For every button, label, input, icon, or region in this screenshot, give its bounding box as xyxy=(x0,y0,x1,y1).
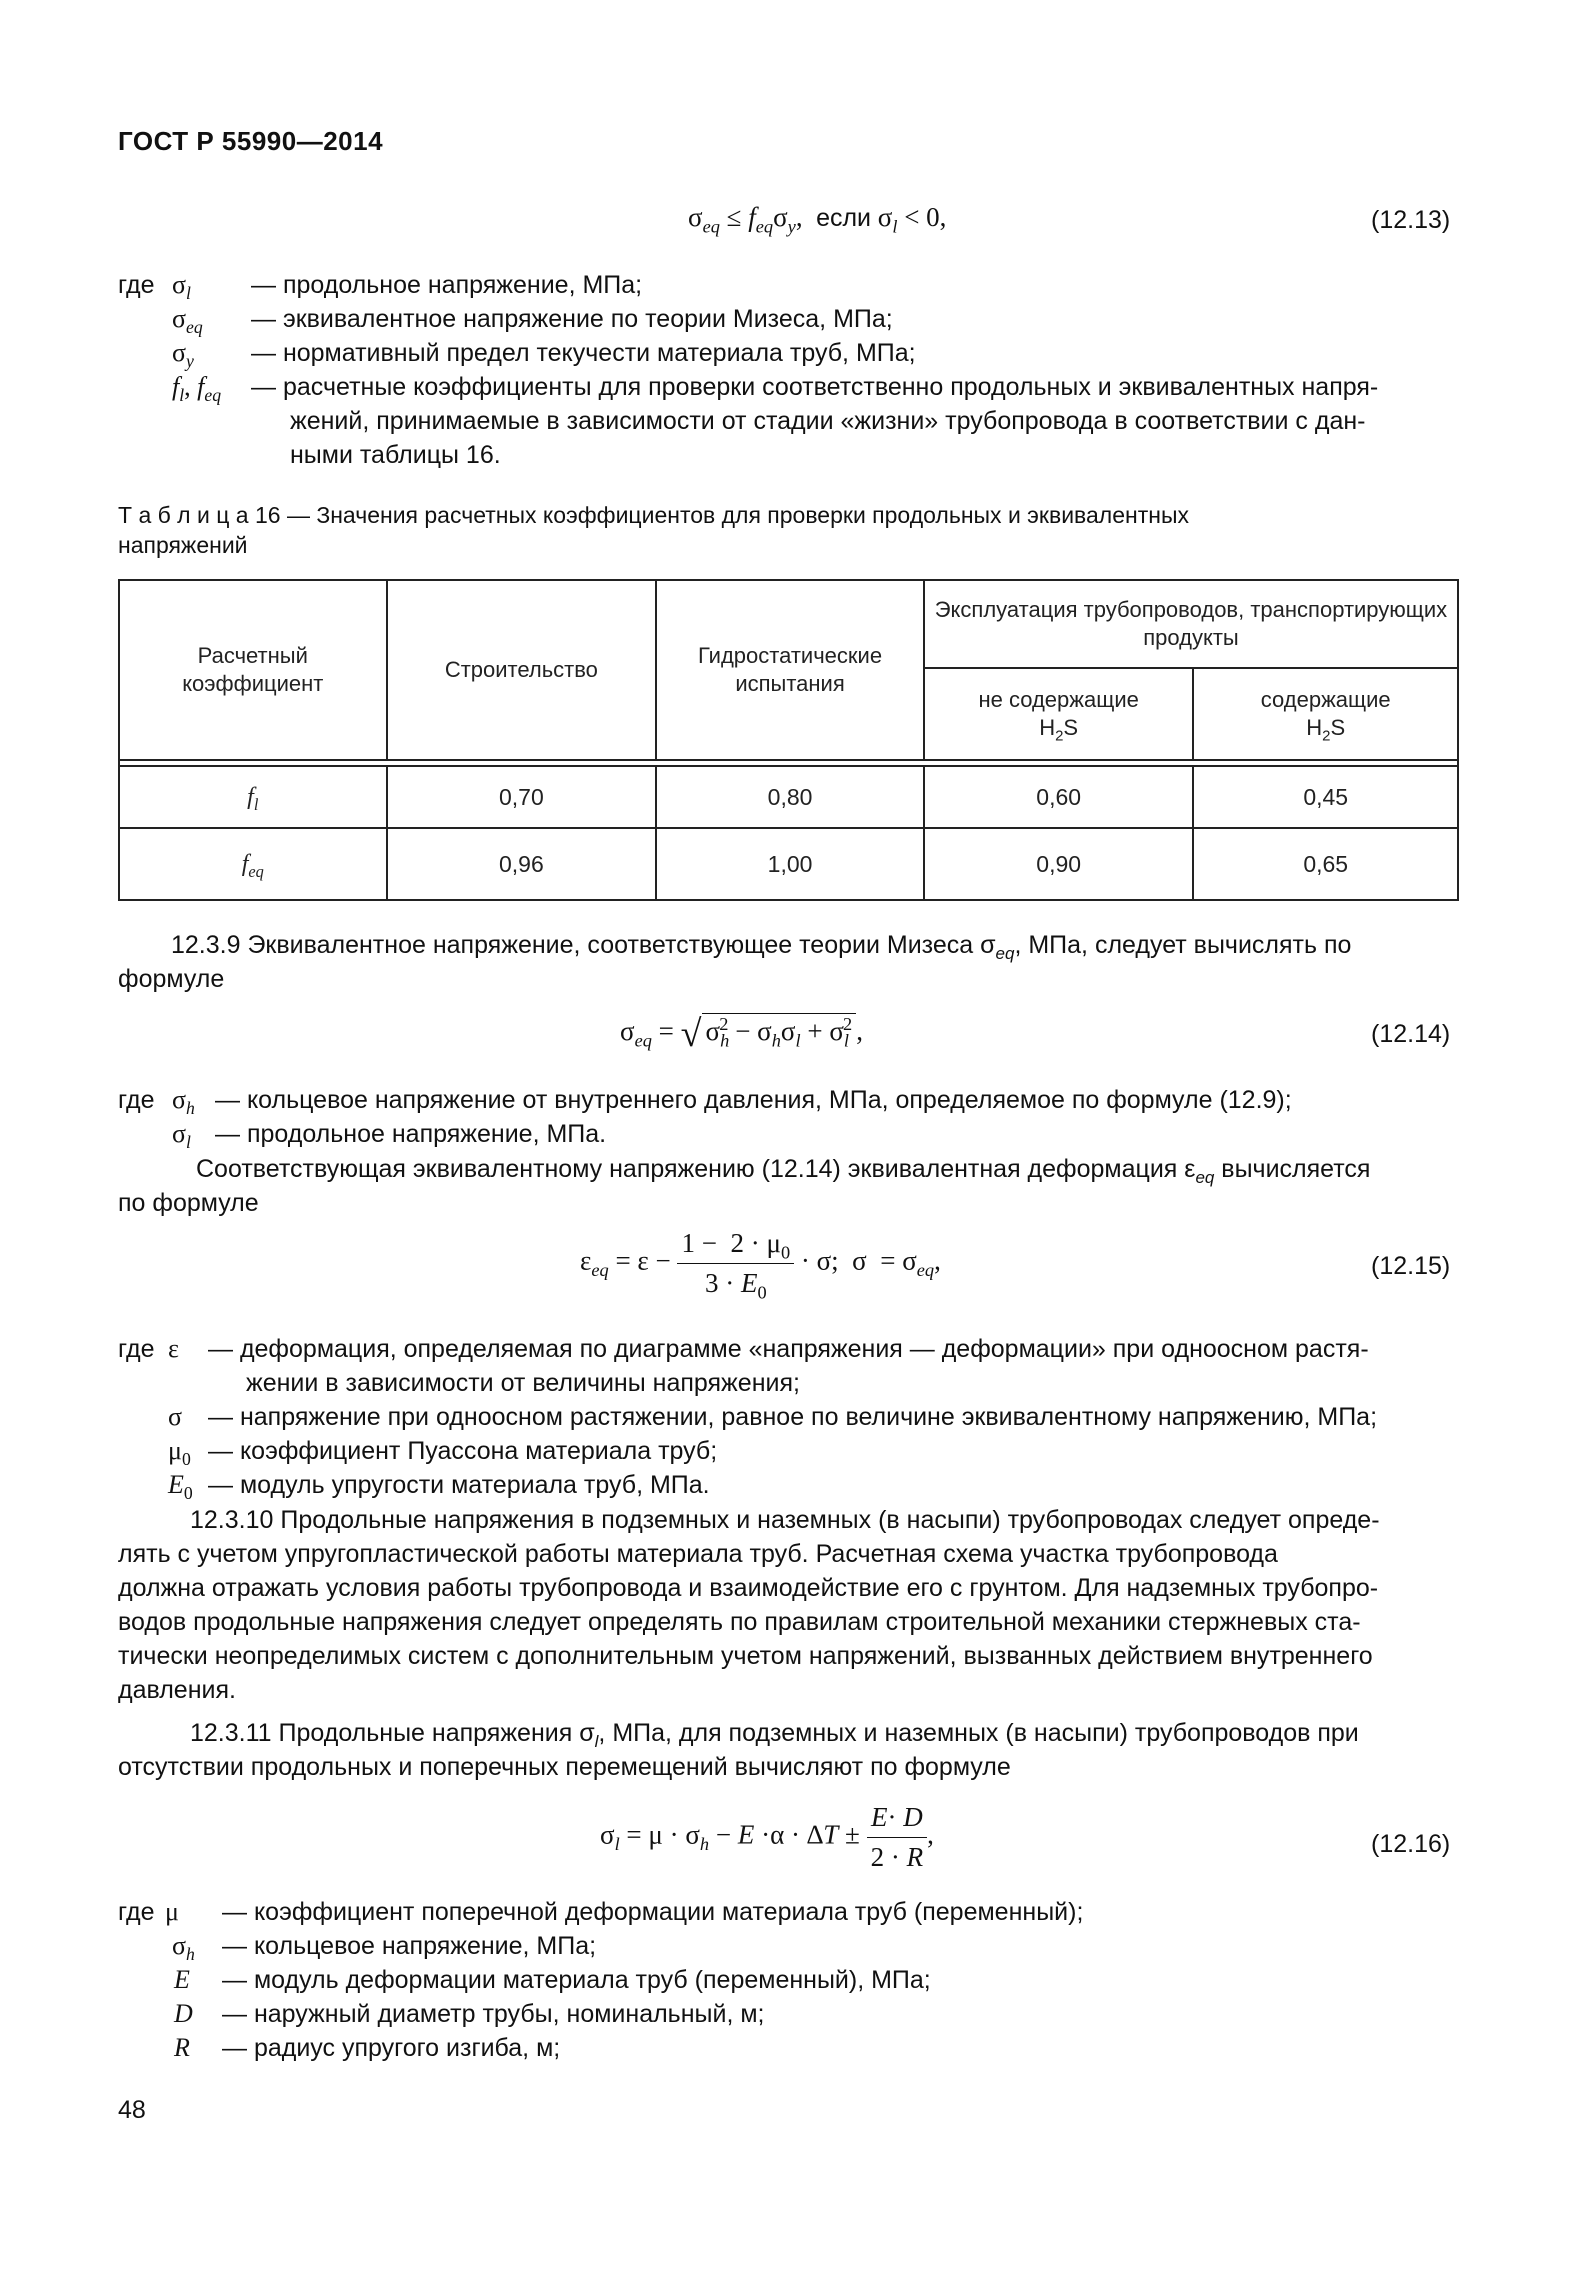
paragraph-strain: Соответствующая эквивалентному напряжению (12.14) эквивалентная деформация $\varepsilon_{eq}$ вычисляется xyxy=(196,1155,1371,1187)
table-cell: 0,45 xyxy=(1193,766,1458,828)
definition-e: — модуль деформации материала труб (переменный), МПа; xyxy=(222,1966,931,1994)
definition-fl-feq-cont-2: ными таблицы 16. xyxy=(290,441,501,469)
table-cell-coef: $f_l$ xyxy=(119,766,387,828)
paragraph-12-3-11: 12.3.11 Продольные напряжения $\sigma_l$, МПа, для подземных и наземных (в насыпи) трубопроводов при xyxy=(190,1719,1359,1751)
table-cell: 0,96 xyxy=(387,828,657,900)
table-header-h2s: содержащие $H_2S$ xyxy=(1193,668,1458,760)
symbol-sigma-l: $\sigma_l$ xyxy=(172,270,191,304)
definition-fl-feq-cont-1: жений, принимаемые в зависимости от стадии «жизни» трубопровода в соответствии с дан- xyxy=(290,407,1366,435)
table-cell: 0,60 xyxy=(924,766,1194,828)
table-cell-coef: $f_{eq}$ xyxy=(119,828,387,900)
symbol-mu0: $\mu_0$ xyxy=(168,1436,191,1470)
symbol-fl-feq: $f_l$, $f_{eq}$ xyxy=(172,372,222,406)
definition-d: — наружный диаметр трубы, номинальный, м; xyxy=(222,2000,765,2028)
formula-number-12-15: (12.15) xyxy=(1371,1252,1451,1280)
page-number: 48 xyxy=(118,2096,146,2124)
paragraph-12-3-10-line-3: должна отражать условия работы трубопровода и взаимодействие его с грунтом. Для надземных трубопро- xyxy=(118,1574,1379,1602)
table-header-no-h2s: не содержащие $H_2S$ xyxy=(924,668,1194,760)
definition-sigma-l: — продольное напряжение, МПа. xyxy=(215,1120,607,1148)
definition-epsilon: — деформация, определяемая по диаграмме «напряжения — деформации» при одноосном растя- xyxy=(208,1335,1369,1363)
table-cell: 0,80 xyxy=(656,766,924,828)
document-code-header: ГОСТ Р 55990—2014 xyxy=(118,126,384,156)
table-header-hydro: Гидростатические испытания xyxy=(656,580,924,760)
definition-e0: — модуль упругости материала труб, МПа. xyxy=(208,1471,710,1499)
table-cell: 0,70 xyxy=(387,766,657,828)
paragraph-12-3-10-line-6: давления. xyxy=(118,1676,236,1704)
formula-number-12-13: (12.13) xyxy=(1371,206,1451,234)
table-caption-cont: напряжений xyxy=(118,532,248,558)
formula-12-15: $\varepsilon_{eq} = \varepsilon$ − $\frac{1 - 2 \cdot \mu_0}{3 \cdot E_0}$ · σ; $\sigma = \sigma_{eq}$, xyxy=(580,1228,941,1303)
paragraph-12-3-9: 12.3.9 Эквивалентное напряжение, соответствующее теории Мизеса $\sigma_{eq}$, МПа, следует вычислять по xyxy=(171,931,1352,963)
paragraph-12-3-10-line-5: тически неопределимых систем с дополнительным учетом напряжений, вызванных действием внутреннего xyxy=(118,1642,1373,1670)
definition-mu0: — коэффициент Пуассона материала труб; xyxy=(208,1437,718,1465)
definition-sigma-y: — нормативный предел текучести материала труб, МПа; xyxy=(251,339,916,367)
paragraph-12-3-11-cont: отсутствии продольных и поперечных перемещений вычисляют по формуле xyxy=(118,1753,1011,1781)
symbol-r: R xyxy=(174,2033,190,2062)
paragraph-12-3-10-line-2: лять с учетом упругопластической работы материала труб. Расчетная схема участка трубопровода xyxy=(118,1540,1278,1568)
table-header-operation: Эксплуатация трубопроводов, транспортирующих продукты xyxy=(924,580,1458,668)
table-cell: 1,00 xyxy=(656,828,924,900)
where-label: где xyxy=(118,1086,155,1114)
table-header-coef: Расчетный коэффициент xyxy=(119,580,387,760)
table-header-construction: Строительство xyxy=(387,580,657,760)
formula-12-13: $\sigma_{eq} \le f_{eq}\sigma_y$, если $\sigma_l < 0$, xyxy=(688,202,947,237)
definition-sigma-eq: — эквивалентное напряжение по теории Мизеса, МПа; xyxy=(251,305,893,333)
symbol-sigma-l: $\sigma_l$ xyxy=(172,1119,191,1153)
definition-r: — радиус упругого изгиба, м; xyxy=(222,2034,561,2062)
paragraph-12-3-10-line-4: водов продольные напряжения следует определять по правилам строительной механики стержневых ста- xyxy=(118,1608,1361,1636)
paragraph-12-3-9-cont: формуле xyxy=(118,965,225,993)
symbol-epsilon: ε xyxy=(168,1334,179,1363)
table-row xyxy=(119,766,1458,828)
symbol-sigma-h: $\sigma_h$ xyxy=(172,1931,195,1965)
definition-sigma-l: — продольное напряжение, МПа; xyxy=(251,271,643,299)
formula-number-12-16: (12.16) xyxy=(1371,1830,1451,1858)
definition-fl-feq: — расчетные коэффициенты для проверки соответственно продольных и эквивалентных напря- xyxy=(251,373,1379,401)
definition-mu: — коэффициент поперечной деформации материала труб (переменный); xyxy=(222,1898,1084,1926)
paragraph-12-3-10-line-1: 12.3.10 Продольные напряжения в подземных и наземных (в насыпи) трубопроводах следует опреде- xyxy=(190,1506,1380,1534)
formula-12-16: $\sigma_l = \mu \cdot \sigma_h - E \cdot\alpha \cdot \Delta T$ ± $\frac{E\cdot D}{2 \cdot R}$ , xyxy=(600,1802,934,1872)
paragraph-strain-cont: по формуле xyxy=(118,1189,259,1217)
definition-sigma-h: — кольцевое напряжение от внутреннего давления, МПа, определяемое по формуле (12.9); xyxy=(215,1086,1292,1114)
table-cell: 0,90 xyxy=(924,828,1194,900)
symbol-sigma-eq: $\sigma_{eq}$ xyxy=(172,304,203,338)
table-16 xyxy=(118,579,1459,901)
symbol-e0: $E_0$ xyxy=(168,1470,193,1504)
table-cell: 0,65 xyxy=(1193,828,1458,900)
symbol-e: E xyxy=(174,1965,190,1994)
table-row xyxy=(119,828,1458,900)
symbol-sigma-y: $\sigma_y$ xyxy=(172,338,194,372)
where-label: где xyxy=(118,1898,155,1926)
where-label: где xyxy=(118,1335,155,1363)
symbol-d: D xyxy=(174,1999,193,2028)
definition-sigma: — напряжение при одноосном растяжении, равное по величине эквивалентному напряжению, МПа; xyxy=(208,1403,1378,1431)
formula-12-14: $\sigma_{eq}$ = √ $\sigma_h^2 - \sigma_h\sigma_l + \sigma_l^2$ , xyxy=(620,1013,863,1055)
symbol-sigma-h: $\sigma_h$ xyxy=(172,1085,195,1119)
definition-sigma-h: — кольцевое напряжение, МПа; xyxy=(222,1932,597,1960)
definition-epsilon-cont: жении в зависимости от величины напряжения; xyxy=(246,1369,800,1397)
table-caption: Т а б л и ц а 16 — Значения расчетных коэффициентов для проверки продольных и эквивалентных xyxy=(118,502,1189,528)
symbol-sigma: σ xyxy=(168,1402,183,1431)
where-label: где xyxy=(118,271,155,299)
symbol-mu: μ xyxy=(165,1897,179,1926)
formula-number-12-14: (12.14) xyxy=(1371,1020,1451,1048)
